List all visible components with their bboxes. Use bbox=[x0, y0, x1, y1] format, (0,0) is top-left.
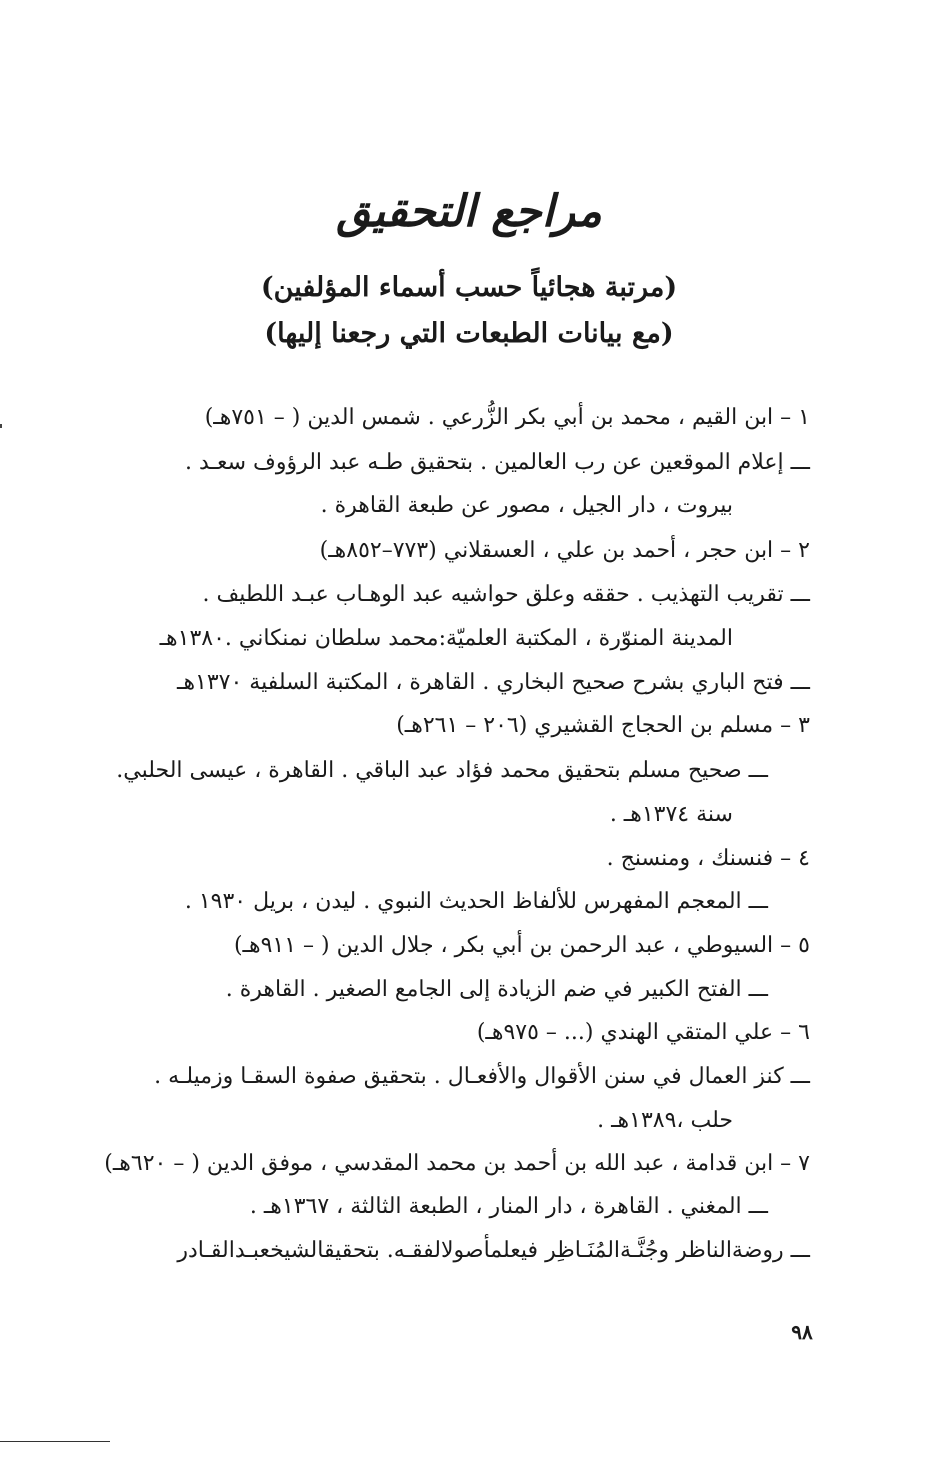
entry-5-author: ٥ – السيوطي ، عبد الرحمن بن أبي بكر ، جلال الدين ( – ٩١١هـ) bbox=[233, 933, 810, 958]
entry-3-author: ٣ – مسلم بن الحجاج القشيري (٢٠٦ – ٢٦١هـ) bbox=[396, 713, 810, 738]
entry-5-work: ـــ الفتح الكبير في ضم الزيادة إلى الجامع الصغير . القاهرة . bbox=[225, 977, 768, 1002]
subtitle-editions: (مع بيانات الطبعات التي رجعنا إليها) bbox=[264, 318, 674, 349]
entry-7-work-1: ـــ المغني . القاهرة ، دار المنار ، الطبعة الثالثة ، ١٣٦٧هـ . bbox=[249, 1194, 768, 1219]
entry-6-work: ـــ كنز العمال في سنن الأقوال والأفعـال . بتحقيق صفوة السقـا وزميلـه . bbox=[154, 1064, 810, 1089]
entry-7-work-2: ـــ روضةالناظر وجُنَّـةالمُنَـاظِر فيعلمأصولالفقـه. بتحقيقالشيخعبـدالقـادر bbox=[177, 1238, 810, 1263]
page-title: مراجع التحقيق bbox=[336, 186, 602, 237]
entry-2-publication: المدينة المنوّرة ، المكتبة العلميّة:محمد سلطان نمنكاني .١٣٨٠هـ bbox=[159, 626, 733, 651]
margin-mark bbox=[0, 424, 2, 428]
entry-1-work: ـــ إعلام الموقعين عن رب العالمين . بتحقيق طـه عبد الرؤوف سعـد . bbox=[185, 450, 810, 475]
entry-3-year: سنة ١٣٧٤هـ . bbox=[609, 802, 733, 827]
entry-2-work-1: ـــ تقريب التهذيب . حققه وعلق حواشيه عبد الوهـاب عبـد اللطيف . bbox=[202, 582, 810, 607]
entry-1-author: ١ – ابن القيم ، محمد بن أبي بكر الزُّرعي . شمس الدين ( – ٧٥١هـ) bbox=[204, 405, 810, 430]
page-number: ٩٨ bbox=[791, 1320, 813, 1344]
entry-3-work: ـــ صحيح مسلم بتحقيق محمد فؤاد عبد الباقي . القاهرة ، عيسى الحلبي. bbox=[116, 758, 768, 783]
entry-4-work: ـــ المعجم المفهرس للألفاظ الحديث النبوي . ليدن ، بريل ١٩٣٠ . bbox=[184, 889, 768, 914]
subtitle-ordering: (مرتبة هجائياً حسب أسماء المؤلفين) bbox=[260, 272, 678, 303]
entry-2-work-2: ـــ فتح الباري بشرح صحيح البخاري . القاهرة ، المكتبة السلفية ١٣٧٠هـ bbox=[177, 670, 810, 695]
entry-4-author: ٤ – فنسنك ، ومنسنج . bbox=[606, 846, 810, 871]
entry-7-author: ٧ – ابن قدامة ، عبد الله بن أحمد بن محمد المقدسي ، موفق الدين ( – ٦٢٠هـ) bbox=[104, 1151, 810, 1176]
footer-rule bbox=[0, 1441, 110, 1442]
entry-6-publication: حلب ،١٣٨٩هـ . bbox=[597, 1108, 733, 1133]
entry-6-author: ٦ – علي المتقي الهندي (... – ٩٧٥هـ) bbox=[476, 1020, 810, 1045]
entry-2-author: ٢ – ابن حجر ، أحمد بن علي ، العسقلاني (٧٧٣–٨٥٢هـ) bbox=[319, 538, 810, 563]
entry-1-publication: بيروت ، دار الجيل ، مصور عن طبعة القاهرة . bbox=[320, 493, 733, 518]
